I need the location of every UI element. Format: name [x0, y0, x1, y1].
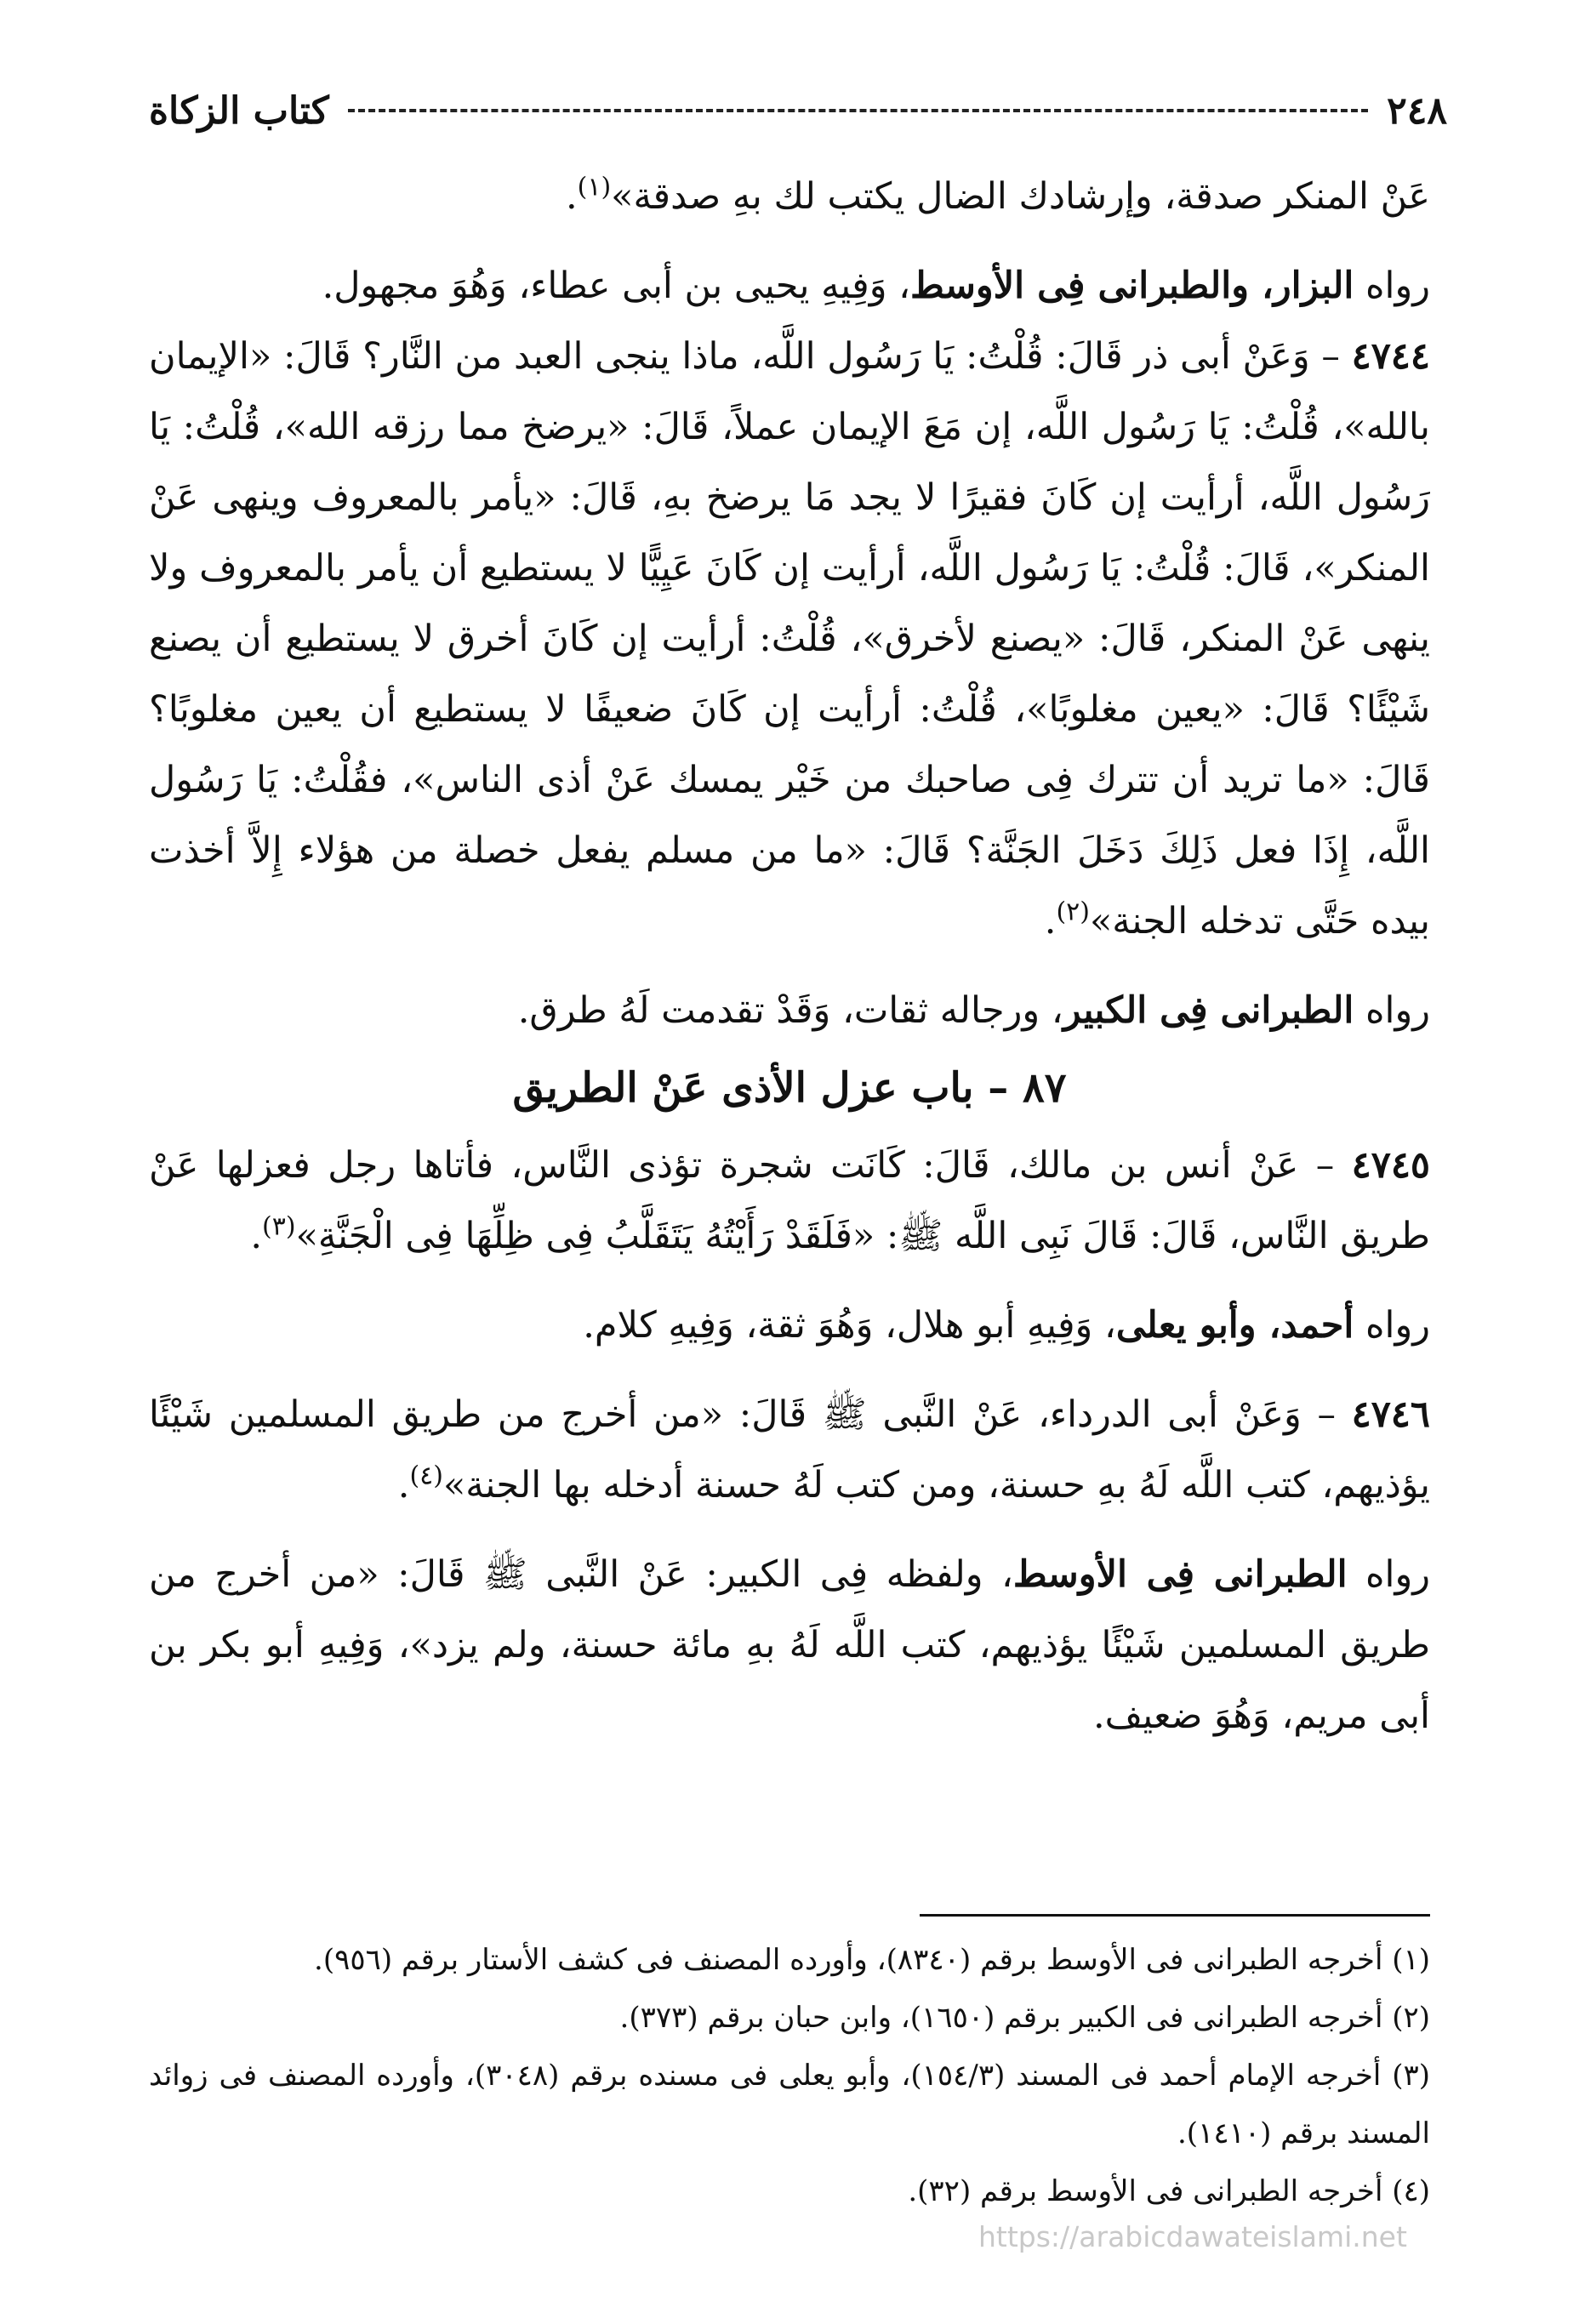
footnotes	[149, 1931, 1430, 2220]
footnote-ref: (١)	[577, 172, 612, 202]
hadith-number: ٤٧٤٥	[1351, 1144, 1431, 1187]
narration-note: رواه البزار، والطبرانى فِى الأوسط، وَفِيهِ يحيى بن أبى عطاء، وَهُوَ مجهول.	[322, 265, 1430, 307]
paragraph-continuation: عَنْ المنكر صدقة، وإرشادك الضال يكتب لك بهِ صدقة»$^{(١)}$.	[565, 172, 1430, 218]
hadith-4744: ٤٧٤٤ – وَعَنْ أبى ذر قَالَ: قُلْتُ: يَا رَسُول اللَّه، ماذا ينجى العبد من النَّار؟ قَالَ: «الإيمان بالله»، قُلْتُ: يَا رَسُول اللَّه، إن مَعَ الإيمان عملاً، قَالَ: «يرضخ مما رزقه الله»، قُلْتُ: يَا رَسُول اللَّه، أرأيت إن كَانَ فقيرًا لا يجد مَا يرضخ بهِ، قَالَ: «يأمر بالمعروف وينهى عَنْ المنكر»، قَالَ: قُلْتُ: يَا رَسُول اللَّه، أرأيت إن كَانَ عَيِيًّا لا يستطيع أن يأمر بالمعروف ولا ينهى عَنْ المنكر، قَالَ: «يصنع لأخرق»، قُلْتُ: أرأيت إن كَانَ أخرق لا يستطيع أن يصنع شَيْئًا؟ قَالَ: «يعين مغلوبًا»، قُلْتُ: أرأيت إن كَانَ ضعيفًا لا يستطيع أن يعين مغلوبًا؟ قَالَ: «ما تريد أن تترك فِى صاحبك من خَيْر يمسك عَنْ أذى الناس»، فقُلْتُ: يَا رَسُول اللَّه، إِذَا فعل ذَلِكَ دَخَلَ الجَنَّة؟ قَالَ: «ما من مسلم يفعل خصلة من هؤلاء إِلاَّ أخذت بيده حَتَّى تدخله الجنة»$^{(٢)}$.	[149, 335, 1431, 943]
hadith-number: ٤٧٤٤	[1351, 335, 1430, 378]
footnote-item: (١) أخرجه الطبرانى فى الأوسط برقم (٨٣٤٠)، وأورده المصنف فى كشف الأستار برقم (٩٥٦).	[314, 1943, 1430, 1977]
page-number: ٢٤٨	[1387, 88, 1447, 133]
main-text	[149, 162, 1430, 1752]
footnote-ref: (٤)	[409, 1461, 443, 1491]
footnote-ref: (٢)	[1056, 897, 1090, 927]
footnote-ref: (٣)	[262, 1211, 296, 1242]
footnote-item: (٢) أخرجه الطبرانى فى الكبير برقم (١٦٥٠)، وابن حبان برقم (٣٧٣).	[619, 2001, 1430, 2035]
chapter-heading: ٨٧ – باب عزل الأذى عَنْ الطريق	[512, 1064, 1067, 1112]
hadith-4746: ٤٧٤٦ – وَعَنْ أبى الدرداء، عَنْ النَّبى ﷺ قَالَ: «من أخرج من طريق المسلمين شَيْئًا يؤذيهم، كتب اللَّه لَهُ بهِ حسنة، ومن كتب لَهُ حسنة أدخله بها الجنة»$^{(٤)}$.	[149, 1393, 1430, 1507]
footnote-separator	[920, 1914, 1430, 1917]
book-title: كتاب الزكاة	[149, 88, 329, 133]
hadith-4745: ٤٧٤٥ – عَنْ أنس بن مالك، قَالَ: كَانَت شجرة تؤذى النَّاس، فأتاها رجل فعزلها عَنْ طريق النَّاس، قَالَ: قَالَ نَبِى اللَّه ﷺ: «فَلَقَدْ رَأَيْتُهُ يَتَقَلَّبُ فِى ظِلِّهَا فِى الْجَنَّةِ»$^{(٣)}$.	[149, 1144, 1431, 1257]
page-header	[149, 81, 1447, 140]
watermark-url: https://arabicdawateislami.net	[978, 2220, 1407, 2253]
narration-note: رواه الطبرانى فِى الأوسط، ولفظه فِى الكبير: عَنْ النَّبى ﷺ قَالَ: «من أخرج من طريق المسلمين شَيْئًا يؤذيهم، كتب اللَّه لَهُ بهِ مائة حسنة، ولم يزد»، وَفِيهِ أبو بكر بن أبى مريم، وَهُوَ ضعيف.	[149, 1553, 1430, 1737]
footnote-item: (٣) أخرجه الإمام أحمد فى المسند (١٥٤/٣)، وأبو يعلى فى مسنده برقم (٣٠٤٨)، وأورده المصنف فى زوائد المسند برقم (١٤١٠).	[149, 2059, 1431, 2150]
narration-note: رواه الطبرانى فِى الكبير، ورجاله ثقات، وَقَدْ تقدمت لَهُ طرق.	[517, 989, 1430, 1032]
hadith-number: ٤٧٤٦	[1351, 1393, 1430, 1436]
narration-note: رواه أحمد، وأبو يعلى، وَفِيهِ أبو هلال، وَهُوَ ثقة، وَفِيهِ كلام.	[583, 1304, 1430, 1347]
header-dashed-rule	[348, 109, 1368, 112]
footnote-item: (٤) أخرجه الطبرانى فى الأوسط برقم (٣٢).	[908, 2174, 1430, 2208]
